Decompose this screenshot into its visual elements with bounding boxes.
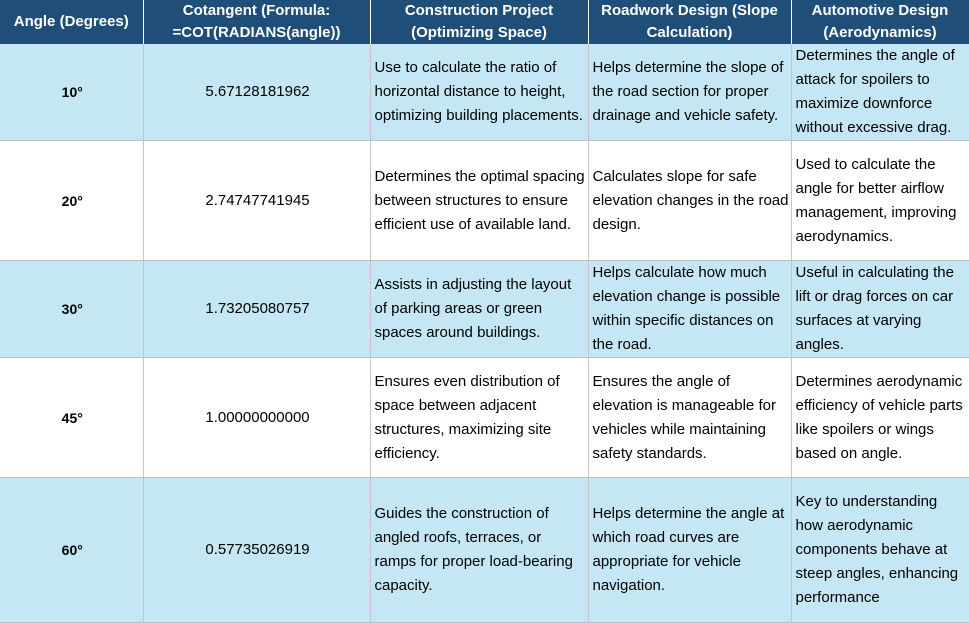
table-row bbox=[0, 358, 969, 478]
roadwork-cell[interactable]: Helps determine the angle at which road curves are appropriate for vehicle navigation. bbox=[588, 478, 791, 623]
construction-cell[interactable]: Assists in adjusting the layout of parking areas or green spaces around buildings. bbox=[370, 261, 588, 358]
table-row bbox=[0, 478, 969, 623]
angle-cell[interactable]: 20° bbox=[0, 141, 143, 261]
roadwork-cell[interactable]: Helps determine the slope of the road section for proper drainage and vehicle safety. bbox=[588, 44, 791, 141]
roadwork-cell[interactable]: Calculates slope for safe elevation changes in the road design. bbox=[588, 141, 791, 261]
roadwork-cell[interactable]: Helps calculate how much elevation change is possible within specific distances on the road. bbox=[588, 261, 791, 358]
table-row bbox=[0, 44, 969, 141]
construction-cell[interactable]: Ensures even distribution of space between adjacent structures, maximizing site efficiency. bbox=[370, 358, 588, 478]
angle-cell[interactable]: 45° bbox=[0, 358, 143, 478]
table-row bbox=[0, 141, 969, 261]
automotive-cell[interactable]: Useful in calculating the lift or drag forces on car surfaces at varying angles. bbox=[791, 261, 969, 358]
cotangent-cell[interactable]: 1.73205080757 bbox=[143, 261, 370, 358]
automotive-cell[interactable]: Used to calculate the angle for better airflow management, improving aerodynamics. bbox=[791, 141, 969, 261]
header-construction[interactable]: Construction Project (Optimizing Space) bbox=[370, 0, 588, 44]
construction-cell[interactable]: Determines the optimal spacing between structures to ensure efficient use of available land. bbox=[370, 141, 588, 261]
cotangent-cell[interactable]: 1.00000000000 bbox=[143, 358, 370, 478]
automotive-cell[interactable]: Determines the angle of attack for spoilers to maximize downforce without excessive drag. bbox=[791, 44, 969, 141]
cotangent-cell[interactable]: 0.57735026919 bbox=[143, 478, 370, 623]
cotangent-cell[interactable]: 5.67128181962 bbox=[143, 44, 370, 141]
table-row bbox=[0, 261, 969, 358]
header-angle[interactable]: Angle (Degrees) bbox=[0, 0, 143, 44]
angle-cell[interactable]: 10° bbox=[0, 44, 143, 141]
automotive-cell[interactable]: Key to understanding how aerodynamic components behave at steep angles, enhancing performance bbox=[791, 478, 969, 623]
header-roadwork[interactable]: Roadwork Design (Slope Calculation) bbox=[588, 0, 791, 44]
angle-cell[interactable]: 60° bbox=[0, 478, 143, 623]
roadwork-cell[interactable]: Ensures the angle of elevation is manageable for vehicles while maintaining safety standards. bbox=[588, 358, 791, 478]
header-automotive[interactable]: Automotive Design (Aerodynamics) bbox=[791, 0, 969, 44]
cotangent-cell[interactable]: 2.74747741945 bbox=[143, 141, 370, 261]
angle-cell[interactable]: 30° bbox=[0, 261, 143, 358]
automotive-cell[interactable]: Determines aerodynamic efficiency of vehicle parts like spoilers or wings based on angle. bbox=[791, 358, 969, 478]
header-row bbox=[0, 0, 969, 44]
construction-cell[interactable]: Guides the construction of angled roofs, terraces, or ramps for proper load-bearing capacity. bbox=[370, 478, 588, 623]
header-cotangent[interactable]: Cotangent (Formula: =COT(RADIANS(angle)) bbox=[143, 0, 370, 44]
construction-cell[interactable]: Use to calculate the ratio of horizontal distance to height, optimizing building placements. bbox=[370, 44, 588, 141]
